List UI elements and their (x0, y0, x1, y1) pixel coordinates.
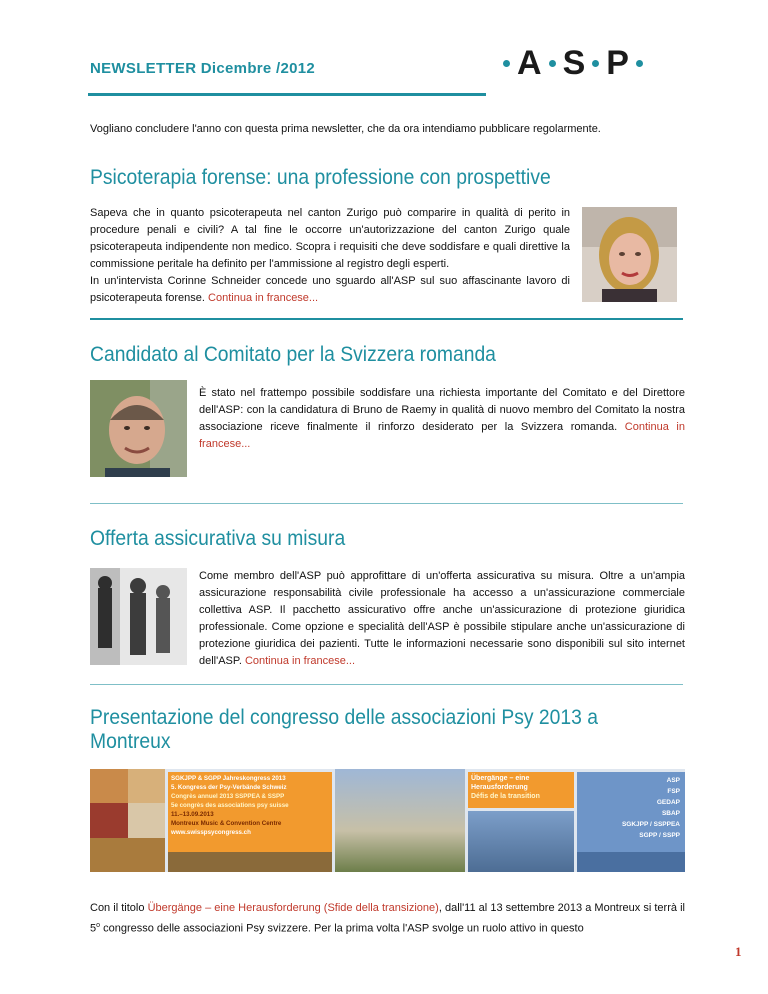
separator (90, 684, 683, 685)
newsletter-title: NEWSLETTER Dicembre /2012 (90, 60, 316, 77)
banner-orange-box: SGKJPP & SGPP Jahreskongress 2013 5. Kongress der Psy-Verbände Schweiz Congrès annuel 2013 SSPPEA & SSPP 5e congrès des associations psy suisse 11.–13.09.2013 Montreux Music & Convention Centre www.swisspsycongress.ch (168, 772, 332, 852)
congress-title-link[interactable]: Übergänge – eine Herausforderung (Sfide della transizione) (147, 902, 439, 914)
banner-photo-right (577, 852, 685, 872)
separator (90, 503, 683, 504)
banner-photo-bottom (168, 852, 332, 872)
article-1-title: Psicoterapia forense: una professione con prospettive (90, 166, 551, 189)
banner-landscape (335, 769, 465, 872)
article-3-link[interactable]: Continua in francese... (244, 655, 356, 667)
banner-photos-left (90, 769, 165, 872)
portrait-man-photo (90, 380, 187, 477)
article-1-body: Sapeva che in quanto psicoterapeuta nel canton Zurigo può comparire in qualità di perito in procedure penali e civili? A tal fine le occorre un'autorizzazione del canton Zurigo quale psicoterapeuta indipendente non medico. Scopra i requisiti che deve soddisfare e quali direttive la commissione peritale ha definito per l'ammissione al registro degli esperti. In un'intervista Corinne Schneider concede uno sguardo all'ASP sul suo affascinante lavoro di psicoterapeuta forense. Continua in francese... (90, 207, 570, 304)
banner-venue-photo (468, 811, 574, 872)
page-number: 1 (735, 944, 742, 959)
banner-associations-list: ASP FSP GEDAP SBAP SGKJPP / SSPPEA SGPP / SSPP (577, 772, 685, 852)
portrait-woman-photo (582, 207, 677, 302)
article-2-link[interactable]: Continua in francese... (199, 421, 685, 450)
separator (90, 318, 683, 320)
article-1-link[interactable]: Continua in francese... (208, 292, 319, 304)
article-3-body: Come membro dell'ASP può approfittare di un'offerta assicurativa su misura. Oltre a un'ampia assicurazione responsabilità civile professionale ha accesso a un'assicurazione commerciale collettiva ASP. Il pacchetto assicurativo offre anche un'assicurazione di protezione giuridica professionale. Come opzione e specialità dell'ASP è possibile stipulare anche un'assicurazione di protezione giuridica dei pazienti. Tutte le informazioni necessarie sono disponibili sul sito internet dell'ASP. Continua in francese... (199, 570, 685, 667)
article-2-title: Candidato al Comitato per la Svizzera romanda (90, 343, 496, 366)
asp-logo: A S P (496, 40, 666, 86)
article-4-body: Con il titolo Übergänge – eine Herausforderung (Sfide della transizione), dall'11 al 13 settembre 2013 a Montreux si terrà il 5$^o$ congresso delle associazioni Psy svizzere. Per la prima volta l'ASP svolge un ruolo attivo in questo (90, 902, 685, 935)
article-4-title: Presentazione del congresso delle associazioni Psy 2013 a Montreux (90, 706, 599, 753)
article-2-body: È stato nel frattempo possibile soddisfare una richiesta importante del Comitato e del Direttore dell'ASP: con la candidatura di Bruno de Raemy in qualità di nuovo membro del Comitato la nostra associazione riceve finalmente il rinforzo desiderato per la Svizzera romanda. Continua in francese... (199, 387, 685, 450)
article-3-title: Offerta assicurativa su misura (90, 527, 346, 550)
header-rule (88, 93, 486, 96)
congress-banner[interactable] (90, 769, 685, 872)
banner-theme-box: Übergänge – eine Herausforderung Défis de la transition (468, 772, 574, 808)
intro-text: Vogliano concludere l'anno con questa prima newsletter, che da ora intendiamo pubblicare regolarmente. (90, 123, 601, 135)
people-walking-photo (90, 568, 187, 665)
